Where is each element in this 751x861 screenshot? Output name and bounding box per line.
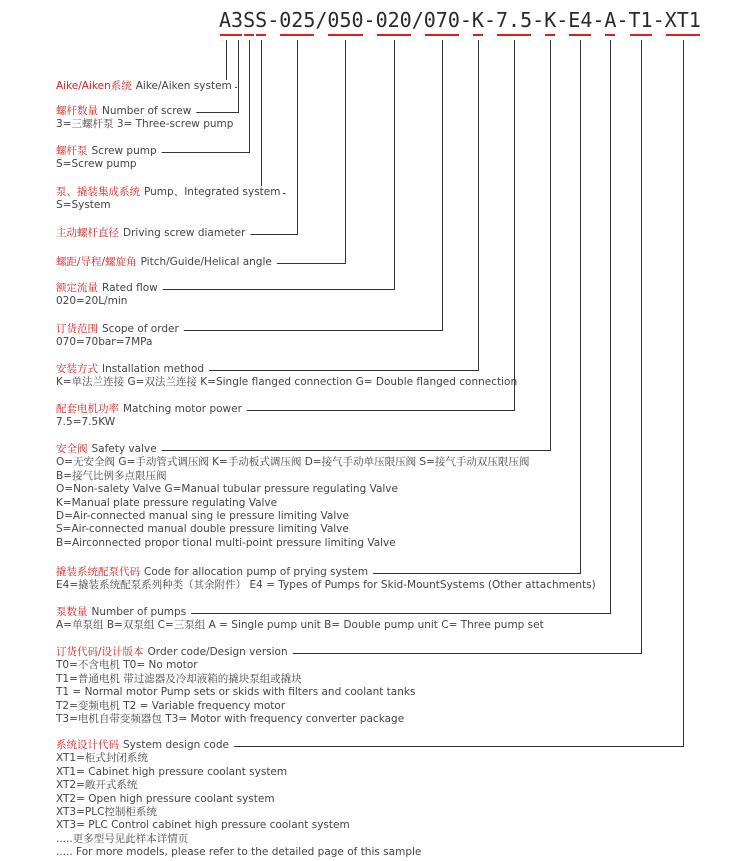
legend-label-cn: Aike/Aiken系统 — [56, 80, 132, 92]
legend-entry-heading — [56, 606, 189, 619]
code-segment: A3 — [219, 8, 243, 36]
legend-description-line: 3=三螺杆泵 3= Three-screw pump — [56, 118, 234, 131]
leader-line — [162, 40, 250, 153]
legend-label-cn: 泵数量 — [56, 606, 88, 618]
code-segment: S — [243, 8, 255, 36]
legend-entry-heading — [56, 256, 275, 269]
legend-description-line: T1 = Normal motor Pump sets or skids with filters and coolant tanks — [56, 686, 416, 699]
legend-label-en: Rated flow — [102, 282, 158, 294]
legend-description-line: ..... For more models, please refer to the detailed page of this sample — [56, 846, 422, 859]
leader-line — [293, 40, 642, 654]
legend-entry-heading — [56, 403, 245, 416]
legend-description-line: A=单泵组 B=双泵组 C=三泵组 A = Single pump unit B= Double pump unit C= Three pump set — [56, 619, 544, 632]
legend-description-line: .....更多型号见此样本详情页 — [56, 832, 189, 845]
legend-entry-heading — [56, 105, 194, 118]
leader-line — [250, 40, 297, 235]
code-separator: - — [616, 8, 629, 32]
legend-description-line: O=Non-salety Valve G=Manual tubular pressure regulating Valve — [56, 483, 398, 496]
legend-description-line: K=Manual plate pressure regulating Valve — [56, 496, 278, 509]
leader-line — [191, 40, 610, 614]
leader-line — [162, 40, 551, 451]
legend-entry-heading — [56, 145, 160, 158]
legend-label-cn: 配套电机功率 — [56, 403, 119, 415]
legend-label-en: System design code — [123, 739, 229, 751]
legend-entry-heading — [56, 443, 160, 456]
code-separator: / — [315, 8, 328, 32]
legend-entry-heading — [56, 646, 291, 659]
legend-label-cn: 主动螺杆直径 — [56, 227, 119, 239]
legend-description-line: B=Airconnected propor tional multi-point pressure limiting Valve — [56, 536, 396, 549]
legend-description-line: XT3=PLC控制柜系统 — [56, 806, 157, 819]
legend-description-line: XT2=敞开式系统 — [56, 779, 138, 792]
legend-entry-heading — [56, 323, 182, 336]
legend-description-line: XT1=柜式封闭系统 — [56, 752, 148, 765]
code-separator: - — [267, 8, 280, 32]
legend-entry-heading — [56, 227, 248, 240]
legend-description-line: O=无安全阀 G=手动管式调压阀 K=手动板式调压阀 D=接气手动单压限压阀 S=接气手动双压限压阀 — [56, 456, 530, 469]
legend-label-en: Number of screw — [102, 105, 192, 117]
legend-label-en: Pump、Integrated system — [144, 186, 281, 198]
code-segment: S — [255, 8, 267, 36]
code-segment: K — [544, 8, 556, 36]
legend-description-line: E4=撬装系统配泵系列种类（其余附件） E4 = Types of Pumps for Skid-MountSystems (Other attachments) — [56, 579, 596, 592]
code-segment: T1 — [629, 8, 653, 36]
legend-entry-heading — [56, 282, 161, 295]
code-segment: 7.5 — [496, 8, 532, 36]
legend-entry-heading — [56, 186, 283, 199]
code-separator: - — [592, 8, 605, 32]
code-separator: - — [459, 8, 472, 32]
legend-label-en: Pitch/Guide/Helical angle — [140, 256, 272, 268]
code-separator: - — [556, 8, 569, 32]
code-segment: XT1 — [665, 8, 701, 36]
legend-label-cn: 订货范围 — [56, 323, 98, 335]
code-segment: 050 — [327, 8, 363, 36]
legend-entry-heading — [56, 363, 207, 376]
legend-description-line: 7.5=7.5KW — [56, 416, 116, 429]
legend-entry-heading — [56, 566, 371, 579]
legend-label-cn: 安装方式 — [56, 363, 98, 375]
legend-description-line: D=Air-connected manual sing le pressure limiting Valve — [56, 510, 349, 523]
code-separator: / — [411, 8, 424, 32]
legend-entry-heading — [56, 80, 235, 93]
legend-description-line: S=System — [56, 199, 111, 212]
legend-description-line: T0=不含电机 T0= No motor — [56, 659, 198, 672]
legend-description-line: S=Screw pump — [56, 158, 137, 171]
legend-label-cn: 螺杆泵 — [56, 145, 88, 157]
leader-line — [373, 40, 580, 574]
legend-entry — [56, 256, 275, 269]
legend-description-line: XT1= Cabinet high pressure coolant system — [56, 765, 288, 778]
code-segment: E4 — [568, 8, 592, 36]
legend-label-en: Order code/Design version — [147, 646, 288, 658]
code-separator: - — [652, 8, 665, 32]
legend-label-en: Screw pump — [91, 145, 157, 157]
code-separator: - — [532, 8, 545, 32]
legend-label-en: Installation method — [102, 363, 205, 375]
leader-line — [262, 40, 286, 194]
legend-entry — [56, 227, 248, 240]
code-segment: 025 — [279, 8, 315, 36]
code-segment: A — [604, 8, 616, 36]
legend-label-cn: 额定流量 — [56, 282, 98, 294]
legend-description-line: XT3= PLC Control cabinet high pressure coolant system — [56, 819, 350, 832]
leader-line — [277, 40, 346, 264]
legend-description-line: T1=普通电机 带过滤器及冷却液箱的撬块泵组或撬块 — [56, 672, 302, 685]
leader-line — [234, 40, 684, 747]
legend-label-cn: 订货代码/设计版本 — [56, 646, 144, 658]
legend-label-en: Scope of order — [102, 323, 179, 335]
legend-description-line: K=单法兰连接 G=双法兰连接 K=Single flanged connection G= Double flanged connection — [56, 376, 518, 389]
legend-label-cn: 安全阀 — [56, 443, 88, 455]
legend-label-en: Matching motor power — [123, 403, 242, 415]
legend-label-cn: 螺距/导程/螺旋角 — [56, 256, 137, 268]
legend-description-line: 020=20L/min — [56, 295, 128, 308]
legend-label-en: Driving screw diameter — [123, 227, 246, 239]
legend-label-cn: 泵、撬装集成系统 — [56, 186, 140, 198]
legend-entry-heading — [56, 739, 232, 752]
legend-label-en: Safety valve — [91, 443, 157, 455]
leader-line — [163, 40, 395, 290]
legend-label-cn: 系统设计代码 — [56, 739, 119, 751]
legend-description-line: T3=电机自带变频器包 T3= Motor with frequency converter package — [56, 713, 405, 726]
legend-description-line: 070=70bar=7MPa — [56, 336, 153, 349]
legend-label-en: Number of pumps — [91, 606, 187, 618]
legend-description-line: T2=变频电机 T2 = Variable frequency motor — [56, 699, 286, 712]
legend-entry — [56, 80, 235, 93]
code-segment: 020 — [376, 8, 412, 36]
code-segment: K — [472, 8, 484, 36]
legend-label-en: Code for allocation pump of prying system — [144, 566, 369, 578]
leader-line — [247, 40, 515, 411]
legend-label-cn: 螺杆数量 — [56, 105, 98, 117]
leader-line — [196, 40, 238, 113]
code-separator: - — [363, 8, 376, 32]
code-separator: - — [483, 8, 497, 32]
code-segment: 070 — [424, 8, 460, 36]
legend-description-line: B=接气比例多点限压阀 — [56, 469, 167, 482]
legend-description-line: S=Air-connected manual double pressure limiting Valve — [56, 523, 349, 536]
legend-label-en: Aike/Aiken system — [135, 80, 232, 92]
legend-description-line: XT2= Open high pressure coolant system — [56, 792, 275, 805]
legend-label-cn: 撬装系统配泵代码 — [56, 566, 140, 578]
